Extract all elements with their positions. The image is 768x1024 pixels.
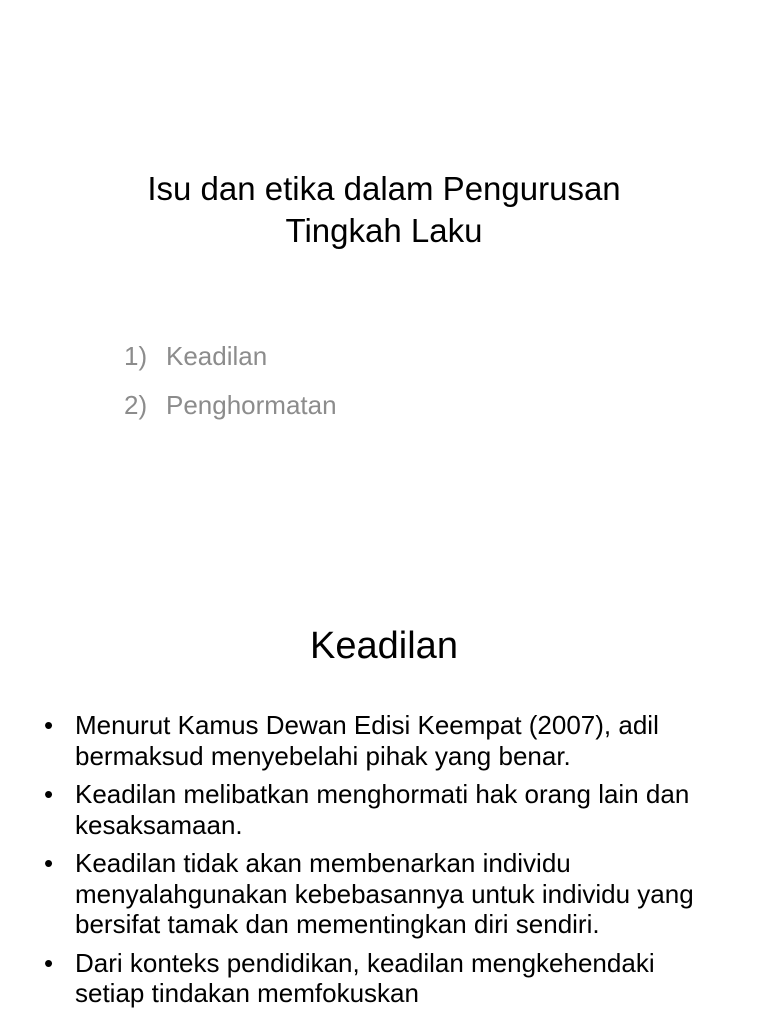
bullet-list (44, 710, 724, 1017)
bullet-text: Keadilan melibatkan menghormati hak orang lain dan kesaksamaan. (75, 779, 690, 840)
bullet-item (44, 710, 724, 771)
bullet-glyph: • (44, 848, 54, 878)
bullet-item (44, 779, 724, 840)
bullet-glyph: • (44, 947, 54, 978)
bullet-item (44, 848, 724, 940)
bullet-item (44, 948, 724, 1009)
bullet-text: Menurut Kamus Dewan Edisi Keempat (2007), adil bermaksud menyebelahi pihak yang benar. (75, 710, 659, 771)
topic-label: Keadilan (166, 341, 268, 371)
bullet-text: Keadilan tidak akan membenarkan individu menyalahgunakan kebebasannya untuk individu yang bersifat tamak dan mementingkan diri sendiri. (75, 848, 694, 939)
bullet-glyph: • (44, 779, 54, 809)
topic-label: Penghormatan (166, 390, 337, 420)
topic-item (124, 332, 337, 381)
slide-title-line-1: Isu dan etika dalam Pengurusan (147, 170, 621, 207)
topic-number: 1) (124, 341, 148, 371)
slide-title (60, 168, 708, 252)
bullet-text: Dari konteks pendidikan, keadilan mengkehendaki setiap tindakan memfokuskan (75, 947, 655, 1008)
topic-number: 2) (124, 390, 148, 420)
bullet-glyph: • (44, 710, 54, 740)
topic-list (124, 332, 337, 430)
slide-2 (0, 576, 768, 1024)
slide-title-line-2: Tingkah Laku (285, 212, 483, 249)
topic-item (124, 381, 337, 430)
slide-title: Keadilan (310, 625, 458, 667)
